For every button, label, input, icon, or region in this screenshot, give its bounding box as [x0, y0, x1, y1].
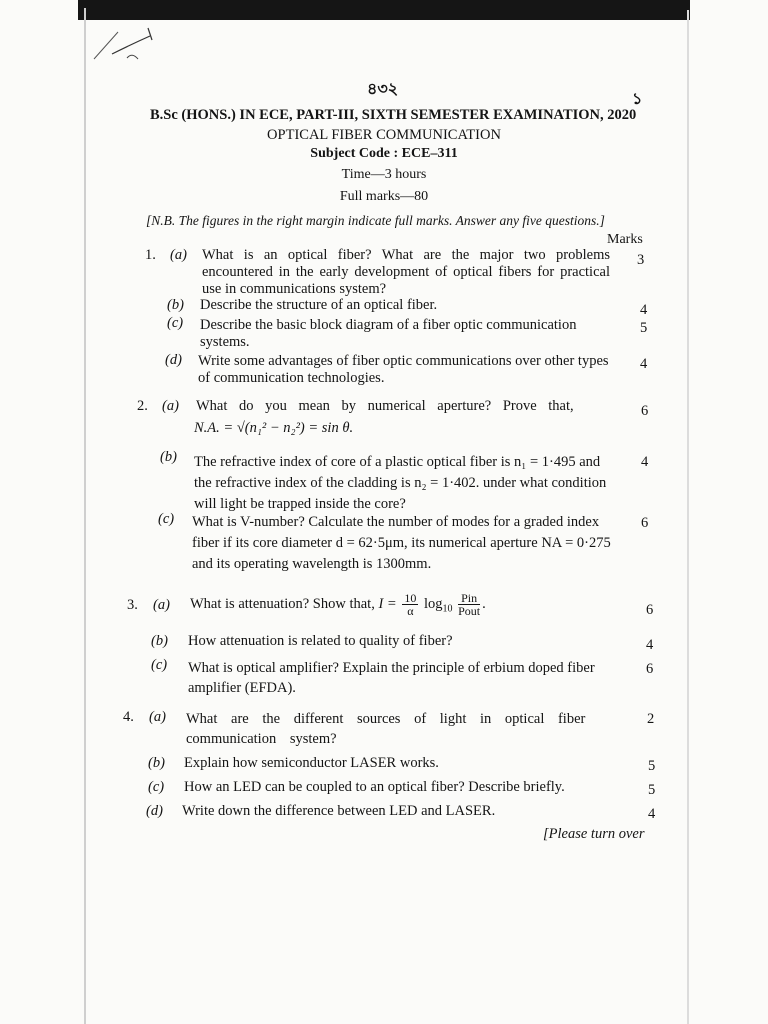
question-text: Explain how semiconductor LASER works.	[184, 755, 439, 771]
question-marks: 6	[641, 515, 649, 531]
question-marks: 4	[640, 356, 648, 372]
question-text: What is attenuation? Show that,	[190, 595, 375, 612]
numerical-aperture-formula: N.A. = √(n₁² − n₂²) = sin θ.	[194, 420, 354, 436]
question-text: What are the different sources of light in optical fiber communication system?	[186, 711, 586, 747]
exam-time: Time—3 hours	[341, 167, 427, 182]
question-marks: 6	[641, 403, 649, 419]
question-number: 2.	[137, 398, 148, 414]
part-label: (a)	[153, 597, 170, 613]
full-marks: Full marks—80	[339, 189, 429, 204]
log-function: log	[423, 595, 443, 612]
part-label: (b)	[160, 449, 177, 465]
question-text: What is an optical fiber? What are the major two problems encountered in the early development of optical fibers for practical use in communications system?	[202, 247, 610, 297]
exam-title: B.Sc (HONS.) IN ECE, PART-III, SIXTH SEMESTER EXAMINATION, 2020	[150, 107, 637, 123]
fraction-pin-over-pout	[458, 592, 480, 617]
question-text: Write down the difference between LED and LASER.	[182, 803, 496, 819]
fraction-denominator: Pout	[458, 604, 481, 618]
fraction-denominator: α	[407, 604, 414, 618]
question-marks: 5	[648, 758, 656, 774]
part-label: (c)	[151, 657, 168, 673]
question-text: What is V-number? Calculate the number of modes for a graded index fiber if its core diameter d = 62·5μm, its numerical aperture NA = 0·275 and its operating wavelength is 1300mm.	[192, 514, 611, 572]
part-label: (b)	[151, 633, 168, 649]
part-label: (a)	[162, 398, 179, 414]
question-marks: 4	[646, 637, 654, 653]
question-text: How an LED can be coupled to an optical fiber? Describe briefly.	[184, 779, 565, 795]
question-marks: 6	[646, 661, 654, 677]
question-text: The refractive index of core of a plastic optical fiber is n₁ = 1·495 and the refractive index of the cladding is n₂ = 1·402. under what condition will light be trapped inside the core?	[194, 454, 607, 512]
corner-number: ১	[632, 91, 643, 108]
formula-lhs: I =	[378, 595, 397, 612]
question-number: 3.	[127, 597, 138, 613]
question-marks: 4	[640, 302, 648, 318]
question-marks: 4	[648, 806, 656, 822]
fraction-numerator: Pin	[458, 592, 480, 605]
part-label: (c)	[158, 511, 175, 527]
pen-scribble	[92, 14, 172, 64]
question-marks: 6	[646, 602, 654, 618]
fraction-ten-over-alpha	[402, 592, 418, 617]
page-number: ৪৩২	[367, 81, 399, 98]
question-marks: 2	[647, 711, 655, 727]
question-text: What is optical amplifier? Explain the principle of erbium doped fiber amplifier (EFDA).	[188, 660, 595, 696]
part-label: (a)	[149, 709, 166, 725]
question-text: Describe the basic block diagram of a fiber optic communication systems.	[200, 317, 577, 350]
part-label: (d)	[146, 803, 163, 819]
log-base: 10	[442, 603, 453, 615]
part-label: (b)	[148, 755, 165, 771]
scan-right-edge	[687, 10, 689, 1024]
part-label: (b)	[167, 297, 184, 313]
question-text: Describe the structure of an optical fiber.	[200, 297, 438, 313]
question-text: Write some advantages of fiber optic communications over other types of communication technologies.	[198, 353, 609, 386]
instructions-note: [N.B. The figures in the right margin indicate full marks. Answer any five questions.]	[146, 213, 605, 228]
part-label: (c)	[167, 315, 184, 331]
question-marks: 5	[648, 782, 656, 798]
course-title: OPTICAL FIBER COMMUNICATION	[267, 127, 501, 143]
question-number: 4.	[123, 709, 134, 725]
question-marks: 5	[640, 320, 648, 336]
question-text: How attenuation is related to quality of fiber?	[188, 633, 453, 649]
part-label: (a)	[170, 247, 187, 263]
question-text: What do you mean by numerical aperture? Prove that,	[196, 398, 574, 414]
question-marks: 4	[641, 454, 649, 470]
question-number: 1.	[145, 247, 156, 263]
subject-code: Subject Code : ECE–311	[310, 146, 458, 161]
part-label: (d)	[165, 352, 182, 368]
turn-over-note: [Please turn over	[543, 826, 645, 842]
fraction-numerator: 10	[404, 591, 417, 605]
attenuation-formula-line: What is attenuation? Show that, I = $\frac{10}{\alpha}$ $\log_{10}$ $\frac{\text{Pin}}{\text{Pout}}$ .	[190, 591, 486, 618]
marks-heading: Marks	[607, 232, 643, 247]
part-label: (c)	[148, 779, 165, 795]
question-marks: 3	[637, 252, 645, 268]
